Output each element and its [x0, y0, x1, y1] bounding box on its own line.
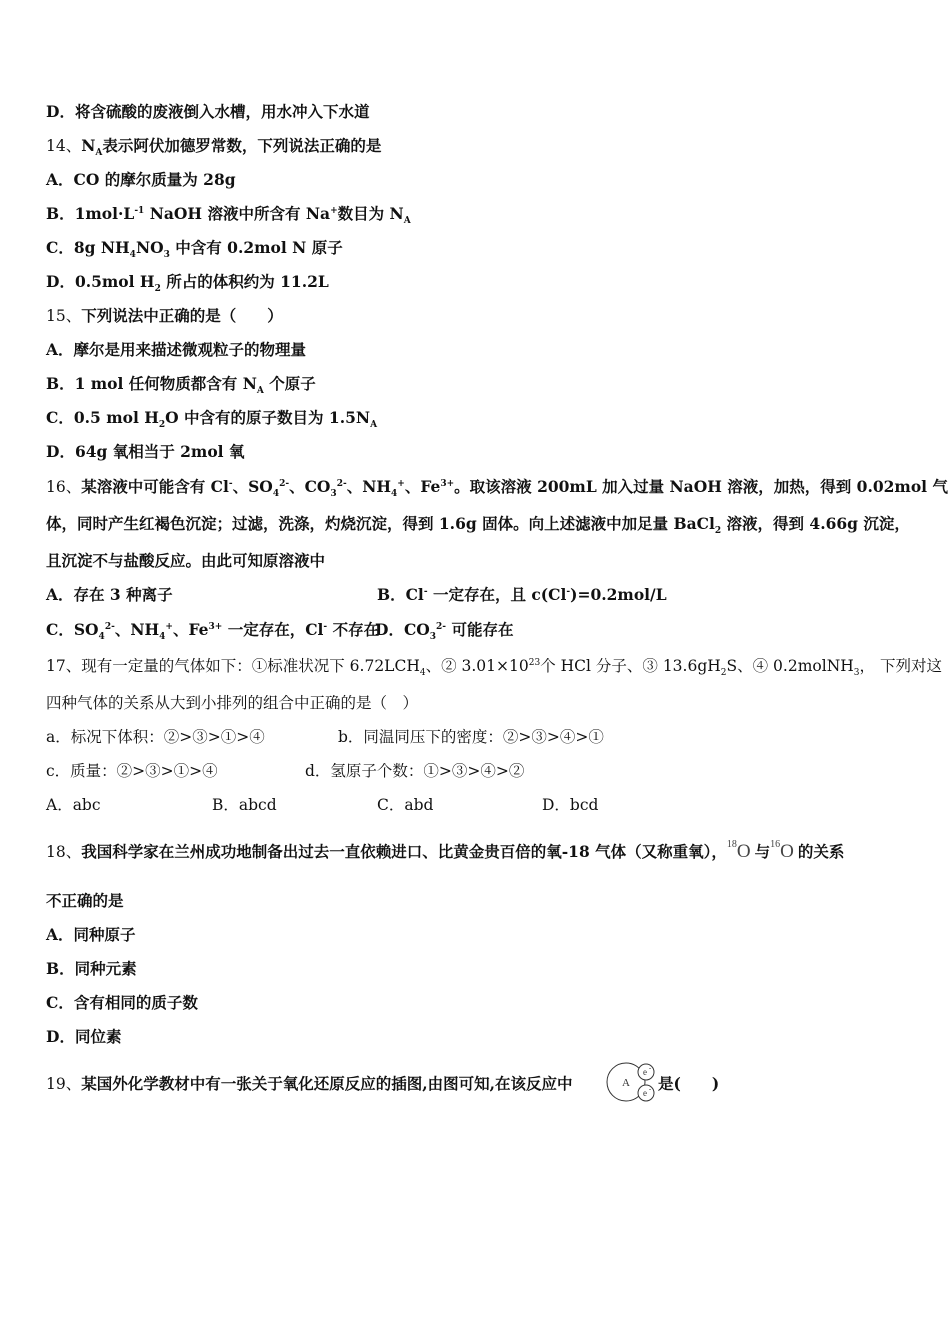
q17-stem-line-2: 四种气体的关系从大到小排列的组合中正确的是（ ）	[46, 694, 419, 712]
atom-losing-electrons-figure	[606, 1060, 658, 1104]
q17-stem-line-1: 17、现有一定量的气体如下：①标准状况下 $6.72LCH_4$、② $3.01\times 10^{23}$个 HCl 分子、③ $13.6gH_2S$、④ 0.2molNH$_3$， 下列对这	[46, 657, 942, 679]
q14-option-d: D．0.5mol $H_2$ 所占的体积约为 11.2L	[46, 272, 329, 295]
q16-stem-line-3: 且沉淀不与盐酸反应。由此可知原溶液中	[46, 551, 326, 570]
q17-option-b: B．abcd	[212, 796, 277, 814]
q19-stem-after-figure: 是( )	[658, 1074, 720, 1093]
q15-option-c: C．0.5 mol $H_2O$ 中含有的原子数目为 $1.5N_A$	[46, 408, 378, 431]
electron-charge-2: -	[648, 1085, 652, 1093]
q14-option-b: B．$1mol\cdot L^{-1}$ NaOH 溶液中所含有 Na+数目为 $N_A$	[46, 204, 411, 227]
q16-option-d: D．$CO_3^{2-}$ 可能存在	[375, 620, 514, 643]
q17-statement-d: d．氢原子个数：①>③>④>②	[305, 762, 525, 780]
q18-option-b: B．同种元素	[46, 959, 137, 978]
q16-option-c: C．$SO_4^{2-}$、$NH_4^+$、$Fe^{3+}$ 一定存在，Cl- 不存在	[46, 620, 380, 643]
q17-option-a: A．abc	[46, 796, 101, 814]
q15-option-d: D．64g 氧相当于 2mol 氧	[46, 442, 245, 461]
q15-option-a: A．摩尔是用来描述微观粒子的物理量	[46, 340, 307, 359]
isotope-o18: 18 O	[726, 839, 751, 862]
q17-statement-c: c．质量：②>③>①>④	[46, 762, 218, 780]
q18-stem-line-2: 不正确的是	[46, 891, 124, 910]
q15-option-b: B．1 mol 任何物质都含有 $N_A$ 个原子	[46, 374, 316, 397]
q15-stem: 15、下列说法中正确的是（ ）	[46, 306, 283, 325]
electron-label-2: e	[643, 1088, 647, 1098]
q18-option-d: D．同位素	[46, 1027, 122, 1046]
q13-option-d: D．将含硫酸的废液倒入水槽，用水冲入下水道	[46, 102, 370, 121]
q17-statement-b: b．同温同压下的密度：②>③>④>①	[338, 728, 604, 746]
q17-statement-a: a．标况下体积：②>③>①>④	[46, 728, 265, 746]
q16-option-a: A．存在 3 种离子	[46, 585, 173, 604]
q14-stem: 14、$N_A$表示阿伏加德罗常数，下列说法正确的是	[46, 136, 382, 159]
q17-option-d: D．bcd	[542, 796, 599, 814]
isotope-o16: 16 O	[770, 839, 794, 862]
q18-option-c: C．含有相同的质子数	[46, 993, 198, 1012]
electron-charge-1: -	[648, 1064, 652, 1072]
q16-option-b: B．Cl- 一定存在，且 c(Cl-)=0.2mol/L	[377, 585, 667, 604]
atom-a-label: A	[622, 1077, 630, 1089]
q19-stem-before-figure: 19、某国外化学教材中有一张关于氧化还原反应的插图,由图可知,在该反应中	[46, 1074, 573, 1093]
electron-label-1: e	[643, 1067, 647, 1077]
q14-option-c: C．8g $NH_4NO_3$ 中含有 0.2mol N 原子	[46, 238, 343, 261]
q18-option-a: A．同种原子	[46, 925, 136, 944]
q16-stem-line-2: 体，同时产生红褐色沉淀；过滤，洗涤，灼烧沉淀，得到 1.6g 固体。向上述滤液中加足量 BaCl$_2$ 溶液，得到 4.66g 沉淀，	[46, 514, 910, 537]
q14-option-a: A．CO 的摩尔质量为 28g	[46, 170, 236, 189]
q17-option-c: C．abd	[377, 796, 434, 814]
q16-stem-line-1: 16、某溶液中可能含有 Cl-、$SO_4^{2-}$、$CO_3^{2-}$、$NH_4^+$、$Fe^{3+}$。取该溶液 200mL 加入过量 NaOH 溶液，加热，得到 0.02mol 气	[46, 477, 948, 500]
q18-stem-line-1: 18、我国科学家在兰州成功地制备出过去一直依赖进口、比黄金贵百倍的氧-18 气体（又称重氧）， 18 O 与 16 O 的关系	[46, 839, 845, 862]
